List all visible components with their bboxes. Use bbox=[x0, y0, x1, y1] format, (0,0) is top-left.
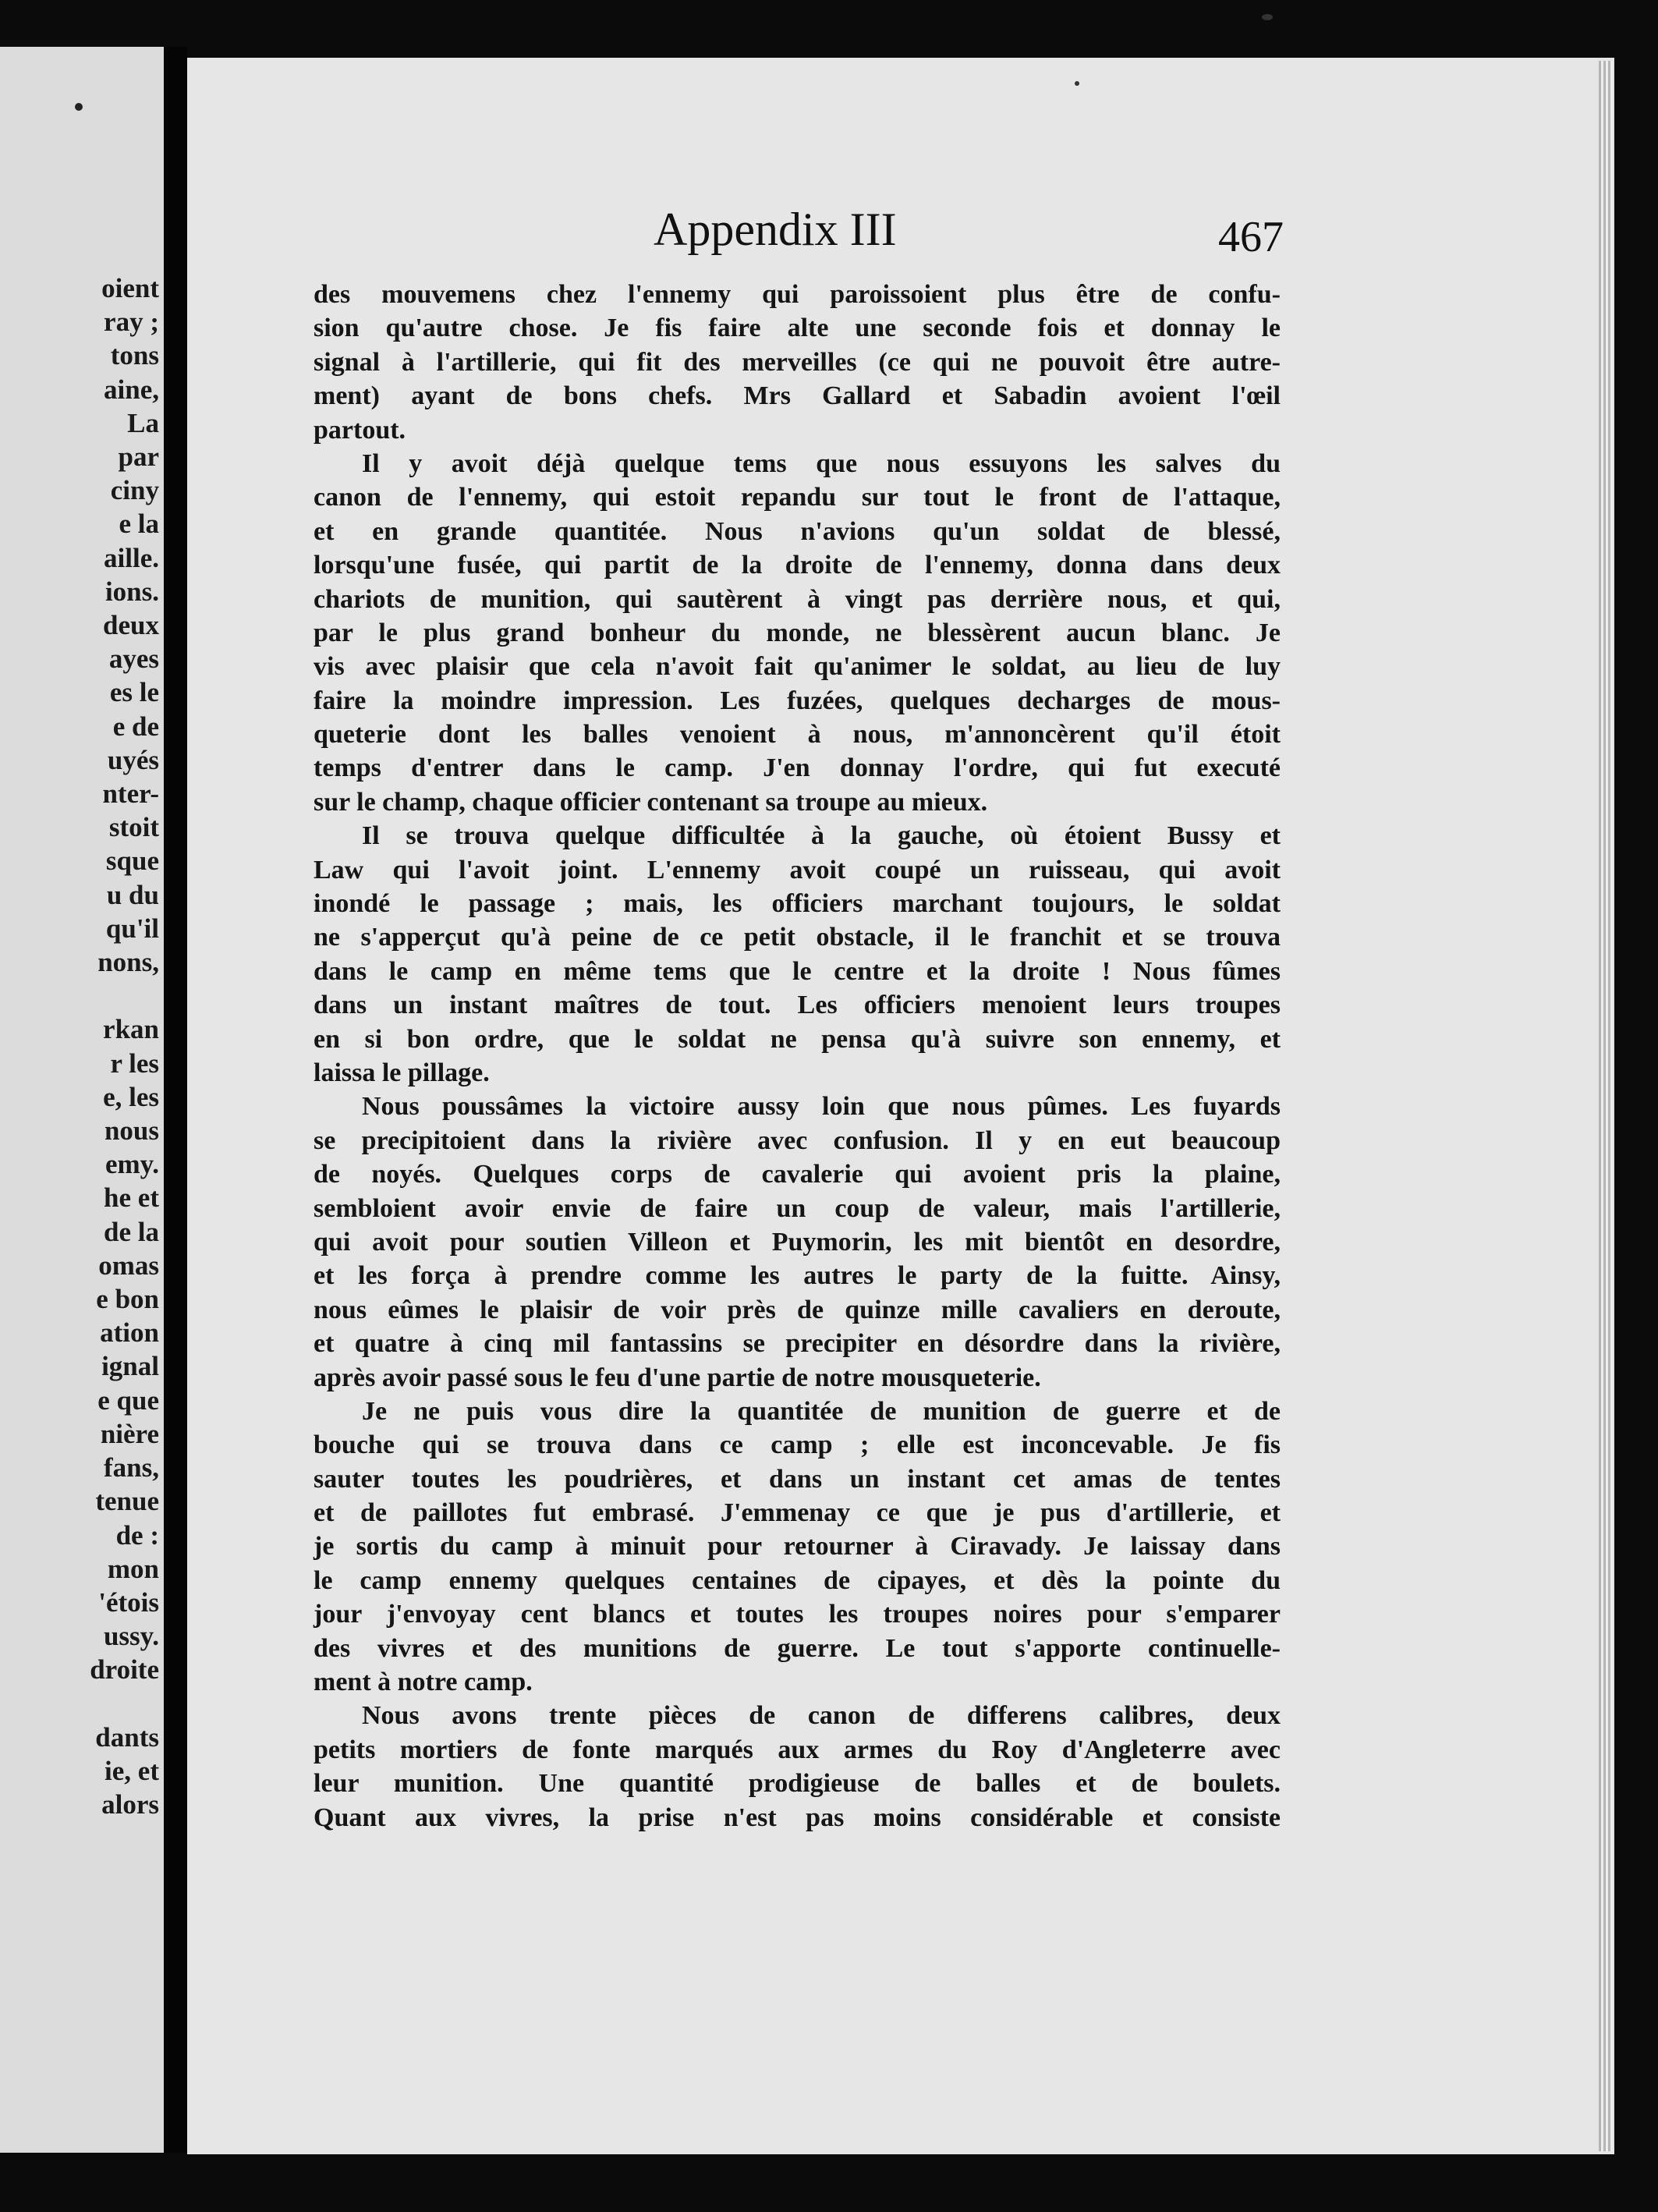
text-line: et quatre à cinq mil fantassins se precipiter en désordre dans la rivière, bbox=[314, 1329, 1281, 1359]
left-page-line-fragment: e bon bbox=[96, 1284, 159, 1315]
left-page-line-fragment: nous bbox=[104, 1115, 159, 1147]
left-page-line-fragment: e, les bbox=[103, 1081, 159, 1112]
left-page-line-fragment: de la bbox=[104, 1216, 159, 1247]
text-line: ne s'apperçut qu'à peine de ce petit obstacle, il le franchit et se trouva bbox=[314, 923, 1281, 952]
text-line: Law qui l'avoit joint. L'ennemy avoit coupé un ruisseau, qui avoit bbox=[314, 855, 1281, 884]
text-line: se precipitoient dans la rivière avec confusion. Il y en eut beaucoup bbox=[314, 1125, 1281, 1155]
text-line: laissa le pillage. bbox=[314, 1058, 490, 1087]
text-line: après avoir passé sous le feu d'une partie de notre mousqueterie. bbox=[314, 1363, 1041, 1392]
text-line: Nous poussâmes la victoire aussy loin que nous pûmes. Les fuyards bbox=[362, 1092, 1281, 1122]
text-line: queterie dont les balles venoient à nous, m'annoncèrent qu'il étoit bbox=[314, 720, 1281, 750]
text-line: dans un instant maîtres de tout. Les officiers menoient leurs troupes bbox=[314, 991, 1281, 1020]
left-page-line-fragment: ie, et bbox=[105, 1755, 159, 1786]
left-page-line-fragment: ions. bbox=[105, 576, 159, 607]
text-line: sion qu'autre chose. Je fis faire alte une seconde fois et donnay le bbox=[314, 314, 1281, 343]
left-page-line-fragment: he et bbox=[104, 1182, 159, 1214]
text-line: et les força à prendre comme les autres le party de la fuitte. Ainsy, bbox=[314, 1261, 1281, 1291]
text-line: Quant aux vivres, la prise n'est pas moins considérable et consiste bbox=[314, 1803, 1281, 1832]
text-line: inondé le passage ; mais, les officiers marchant toujours, le soldat bbox=[314, 889, 1281, 919]
text-line: signal à l'artillerie, qui fit des merveilles (ce qui ne pouvoit être autre- bbox=[314, 347, 1281, 377]
left-page-line-fragment: nter- bbox=[102, 778, 159, 810]
text-line: leur munition. Une quantité prodigieuse de balles et de boulets. bbox=[314, 1769, 1281, 1799]
left-page-line-fragment: tons bbox=[110, 340, 159, 371]
left-page-line-fragment: de : bbox=[115, 1519, 159, 1551]
text-line: Il y avoit déjà quelque tems que nous essuyons les salves du bbox=[362, 448, 1281, 478]
text-line: Je ne puis vous dire la quantitée de munition de guerre et de bbox=[362, 1396, 1281, 1426]
left-page-line-fragment: r les bbox=[110, 1048, 159, 1079]
text-line: ment à notre camp. bbox=[314, 1668, 533, 1697]
text-line: Il se trouva quelque difficultée à la gauche, où étoient Bussy et bbox=[362, 821, 1281, 851]
left-page-line-fragment: nons, bbox=[97, 947, 159, 978]
left-page-line-fragment: par bbox=[118, 441, 159, 473]
text-line: canon de l'ennemy, qui estoit repandu sur tout le front de l'attaque, bbox=[314, 483, 1281, 512]
page-edge-stack bbox=[1599, 61, 1613, 2151]
text-line: temps d'entrer dans le camp. J'en donnay l'ordre, qui fut executé bbox=[314, 753, 1281, 783]
left-page-line-fragment: droite bbox=[90, 1654, 159, 1686]
ink-speck bbox=[1075, 81, 1079, 86]
text-line: faire la moindre impression. Les fuzées, quelques decharges de mous- bbox=[314, 686, 1281, 715]
left-page-line-fragment: ignal bbox=[101, 1351, 159, 1382]
left-page-line-fragment: alors bbox=[101, 1789, 159, 1820]
book-gutter bbox=[164, 47, 187, 2153]
left-page-line-fragment: sque bbox=[105, 845, 159, 877]
text-line: qui avoit pour soutien Villeon et Puymorin, les mit bientôt en desordre, bbox=[314, 1227, 1281, 1257]
text-line: jour j'envoyay cent blancs et toutes les troupes noires pour s'emparer bbox=[314, 1600, 1281, 1629]
text-line: sauter toutes les poudrières, et dans un instant cet amas de tentes bbox=[314, 1464, 1281, 1494]
left-page-line-fragment: 'étois bbox=[98, 1586, 159, 1618]
left-page-line-fragment: tenue bbox=[95, 1486, 159, 1517]
left-page-line-fragment: omas bbox=[98, 1250, 159, 1281]
left-page-line-fragment: dants bbox=[95, 1721, 159, 1753]
left-page-line-fragment: emy. bbox=[105, 1149, 159, 1180]
left-page-line-fragment: La bbox=[127, 407, 159, 438]
text-line: par le plus grand bonheur du monde, ne blessèrent aucun blanc. Je bbox=[314, 618, 1281, 647]
left-page-line-fragment: fans, bbox=[104, 1452, 159, 1484]
left-page-line-fragment: qu'il bbox=[105, 913, 159, 944]
left-page-line-fragment: aine, bbox=[104, 374, 159, 405]
text-line: Nous avons trente pièces de canon de differens calibres, deux bbox=[362, 1701, 1281, 1731]
left-page-line-fragment: ation bbox=[100, 1317, 159, 1349]
text-line: des vivres et des munitions de guerre. Le tout s'apporte continuelle- bbox=[314, 1633, 1281, 1663]
left-page-line-fragment: ayes bbox=[108, 643, 159, 675]
text-line: en si bon ordre, que le soldat ne pensa qu'à suivre son ennemy, et bbox=[314, 1024, 1281, 1054]
left-page-line-fragment: e que bbox=[97, 1384, 159, 1416]
text-line: le camp ennemy quelques centaines de cipayes, et dès la pointe du bbox=[314, 1565, 1281, 1595]
text-line: petits mortiers de fonte marqués aux armes du Roy d'Angleterre avec bbox=[314, 1735, 1281, 1764]
left-page-line-fragment: mon bbox=[107, 1553, 159, 1584]
left-page-line-fragment: uyés bbox=[107, 744, 159, 775]
left-page-line-fragment bbox=[90, 979, 159, 1012]
left-page-line-fragment: aille. bbox=[104, 542, 159, 573]
text-line: ment) ayant de bons chefs. Mrs Gallard et Sabadin avoient l'œil bbox=[314, 381, 1281, 411]
text-line: je sortis du camp à minuit pour retourner à Ciravady. Je laissay dans bbox=[314, 1532, 1281, 1562]
left-page-line-fragment: stoit bbox=[108, 812, 159, 843]
left-page-line-fragment bbox=[90, 1687, 159, 1721]
text-line: bouche qui se trouva dans ce camp ; elle est inconcevable. Je fis bbox=[314, 1430, 1281, 1460]
text-line: lorsqu'une fusée, qui partit de la droite de l'ennemy, donna dans deux bbox=[314, 551, 1281, 580]
left-page-line-fragment: rkan bbox=[103, 1014, 159, 1045]
text-line: de noyés. Quelques corps de cavalerie qui avoient pris la plaine, bbox=[314, 1160, 1281, 1189]
left-page-line-fragment: oient bbox=[101, 273, 159, 303]
ink-speck bbox=[75, 103, 83, 111]
left-page-line-fragment: ray ; bbox=[104, 307, 159, 338]
left-page-line-fragment: e la bbox=[119, 509, 159, 540]
left-page-line-fragment: es le bbox=[109, 677, 159, 708]
text-line: sembloient avoir envie de faire un coup de valeur, mais l'artillerie, bbox=[314, 1193, 1281, 1223]
text-line: et en grande quantitée. Nous n'avions qu'un soldat de blessé, bbox=[314, 516, 1281, 546]
left-page-line-fragment: ciny bbox=[110, 475, 159, 506]
text-line: sur le champ, chaque officier contenant sa troupe au mieux. bbox=[314, 787, 988, 817]
left-page-line-fragment: u du bbox=[106, 879, 159, 910]
text-line: chariots de munition, qui sautèrent à vingt pas derrière nous, et qui, bbox=[314, 584, 1281, 614]
body-text bbox=[314, 278, 1281, 1834]
page-number: 467 bbox=[1218, 213, 1284, 261]
text-line: et de paillotes fut embrasé. J'emmenay ce que je pus d'artillerie, et bbox=[314, 1498, 1281, 1528]
running-head: Appendix III bbox=[654, 204, 897, 255]
left-page-text-fragments bbox=[90, 271, 159, 1821]
ink-speck bbox=[1262, 14, 1273, 20]
left-page-line-fragment: deux bbox=[103, 610, 159, 641]
text-line: partout. bbox=[314, 415, 406, 445]
text-line: vis avec plaisir que cela n'avoit fait qu'animer le soldat, au lieu de luy bbox=[314, 652, 1281, 682]
text-line: des mouvemens chez l'ennemy qui paroissoient plus être de confu- bbox=[314, 280, 1281, 309]
text-line: nous eûmes le plaisir de voir près de quinze mille cavaliers en deroute, bbox=[314, 1295, 1281, 1324]
left-facing-page bbox=[0, 47, 164, 2153]
text-line: dans le camp en même tems que le centre et la droite ! Nous fûmes bbox=[314, 956, 1281, 986]
left-page-line-fragment: ussy. bbox=[103, 1621, 159, 1652]
left-page-line-fragment: nière bbox=[100, 1418, 159, 1449]
left-page-line-fragment: e de bbox=[112, 711, 159, 742]
